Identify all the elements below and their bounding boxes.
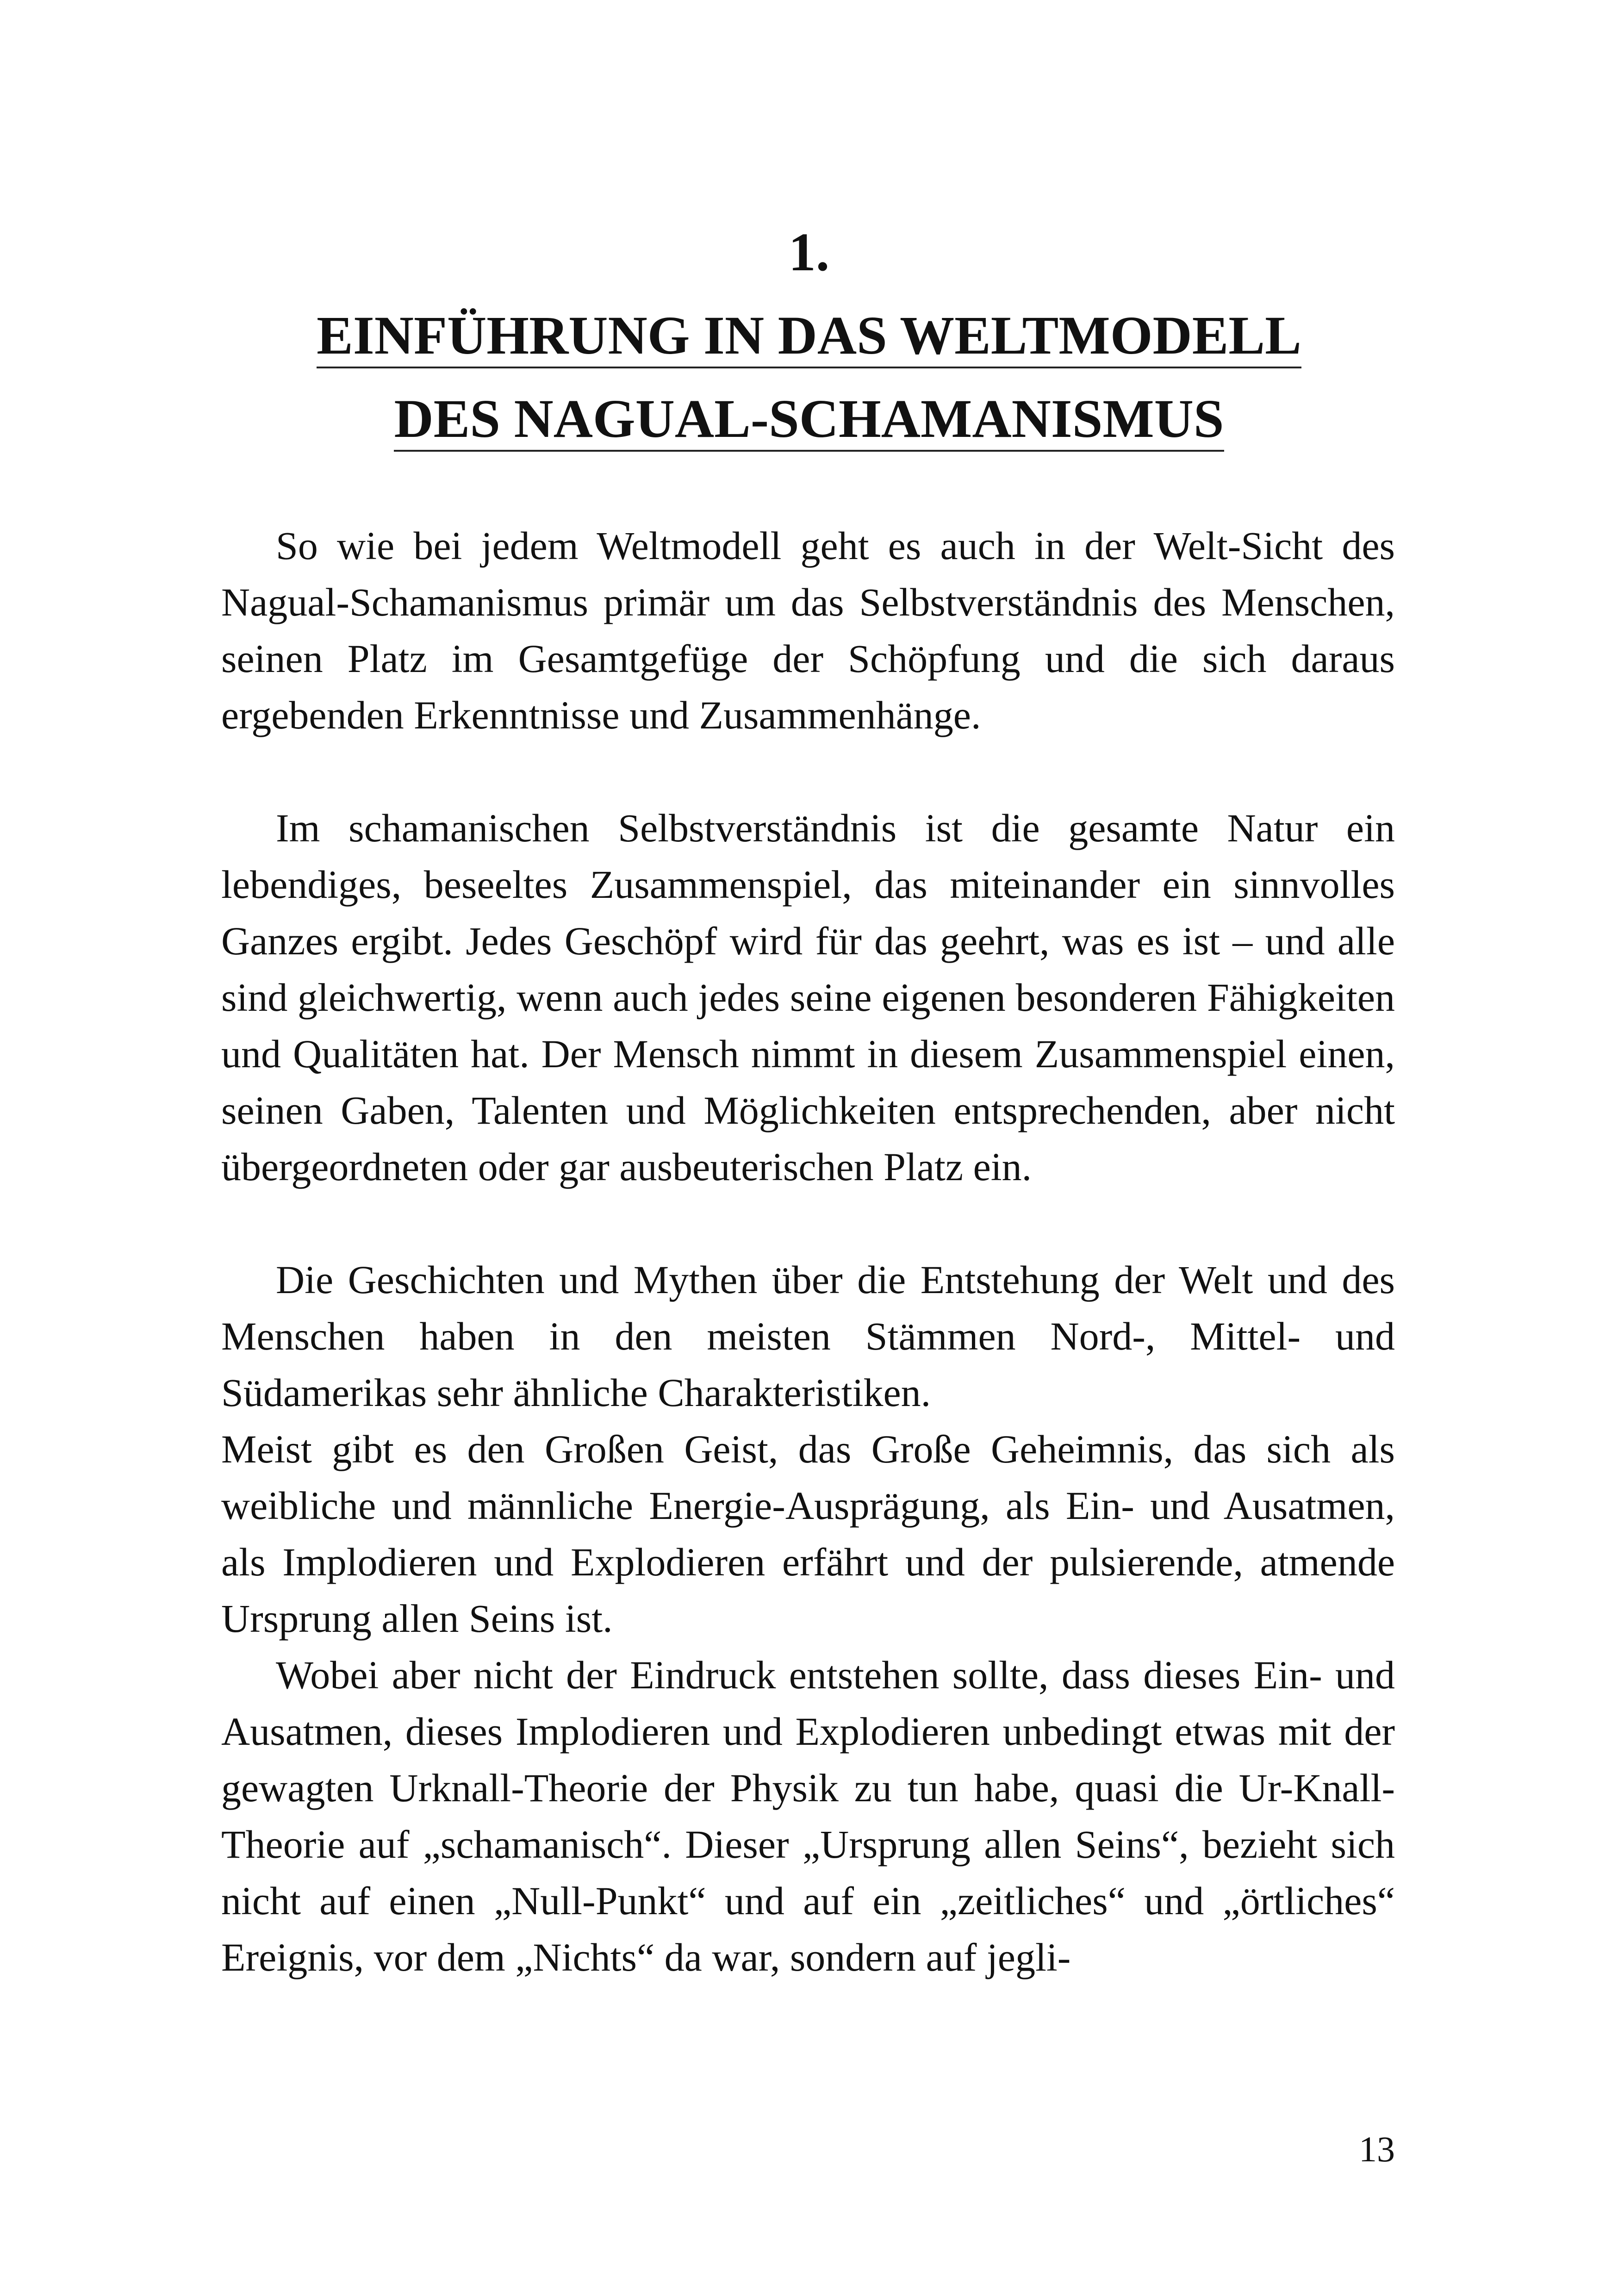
paragraph-1: So wie bei jedem Weltmodell geht es auch in der Welt-Sicht des Nagual-Schamanismus primär um das Selbstverständnis des Menschen, seinen Platz im Gesamtgefüge der Schöpfung und die sich daraus ergebenden Erkenntnisse und Zusammenhänge.: [221, 523, 1395, 737]
paragraph-2: Im schamanischen Selbstverständnis ist die gesamte Natur ein lebendiges, beseeltes Zusammenspiel, das miteinander ein sinnvolles Ganzes ergibt. Jedes Geschöpf wird für das geehrt, was es ist – und alle sind gleichwertig, wenn auch jedes seine eigenen besonderen Fähigkeiten und Qualitäten hat. Der Mensch nimmt in diesem Zusammenspiel einen, seinen Gaben, Talenten und Möglichkeiten entsprechenden, aber nicht übergeordneten oder gar ausbeuterischen Platz ein.: [221, 806, 1395, 1189]
paragraph-3: Die Geschichten und Mythen über die Entstehung der Welt und des Menschen haben in den meisten Stämmen Nord-, Mittel- und Südamerikas sehr ähnliche Charakteristiken.: [221, 1257, 1395, 1415]
chapter-number: 1.: [788, 222, 830, 282]
chapter-title-line-1: [0, 301, 1618, 370]
chapter-title-line-2: [0, 384, 1618, 454]
chapter-title-text-1: EINFÜHRUNG IN DAS WELTMODELL: [317, 305, 1301, 368]
body-text: [221, 517, 1395, 1985]
paragraph-5: Wobei aber nicht der Eindruck entstehen sollte, dass dieses Ein- und Ausatmen, dieses Implodieren und Explodieren unbedingt etwas mit der gewagten Urknall-Theorie der Physik zu tun habe, quasi die Ur-Knall-Theorie auf „schamanisch“. Dieser „Ursprung allen Seins“, bezieht sich nicht auf einen „Null-Punkt“ und auf ein „zeitliches“ und „örtliches“ Ereignis, vor dem „Nichts“ da war, sondern auf jegli-: [221, 1653, 1395, 1979]
paragraph-4: Meist gibt es den Großen Geist, das Große Geheimnis, das sich als weibliche und männliche Energie-Ausprägung, als Ein- und Ausatmen, als Implodieren und Explodieren erfährt und der pulsierende, atmende Ursprung allen Seins ist.: [221, 1427, 1395, 1641]
page-number: 13: [1359, 2129, 1395, 2169]
chapter-title-text-2: DES NAGUAL-SCHAMANISMUS: [394, 388, 1224, 452]
